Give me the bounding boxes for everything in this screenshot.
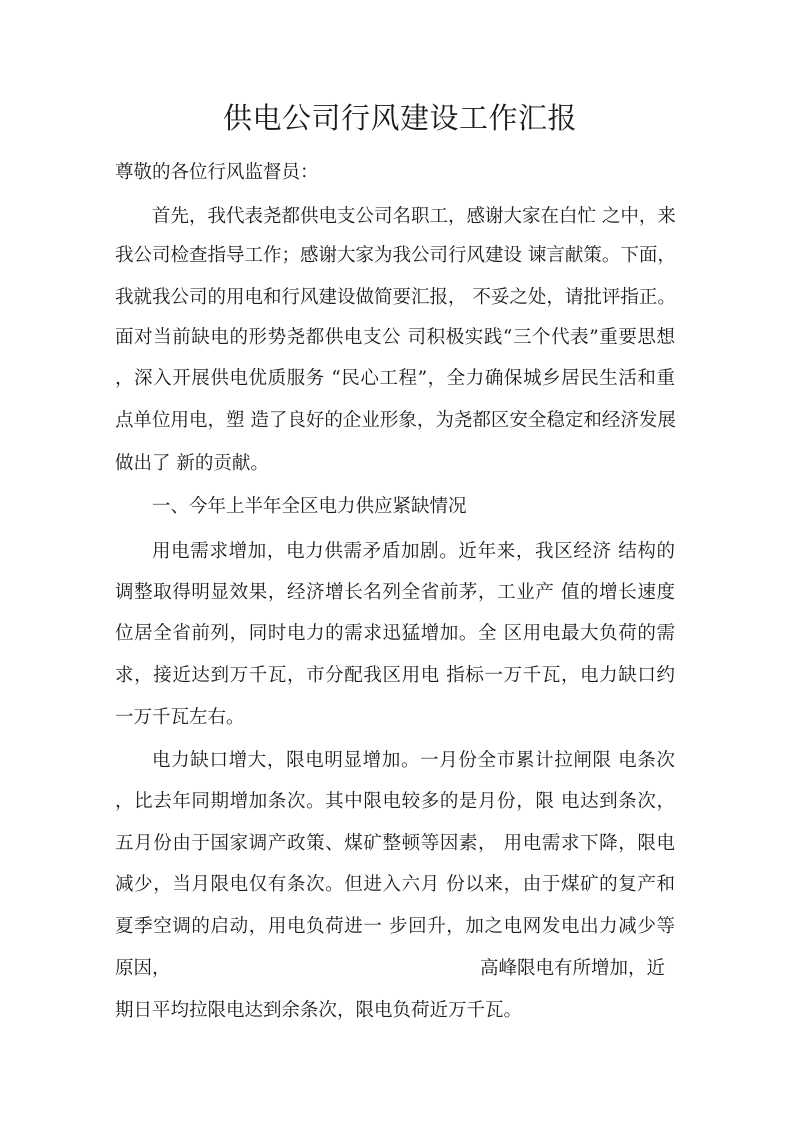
paragraph-line: 用电需求增加，电力供需矛盾加剧。近年来，我区经济 结构的 bbox=[152, 541, 675, 562]
salutation: 尊敬的各位行风监督员： bbox=[115, 162, 319, 183]
paragraph-line: 一万千瓦左右。 bbox=[115, 707, 245, 728]
paragraph-line: 调整取得明显效果，经济增长名列全省前茅，工业产 值的增长速度 bbox=[115, 582, 675, 603]
paragraph-line: ，深入开展供电优质服务 “民心工程”，全力确保城乡居民生活和重 bbox=[115, 368, 675, 389]
paragraph-line: 我就我公司的用电和行风建设做简要汇报， 不妥之处，请批评指正。 bbox=[115, 287, 676, 308]
paragraph-line: 电力缺口增大，限电明显增加。一月份全市累计拉闸限 电条次 bbox=[152, 750, 675, 771]
paragraph-line: 点单位用电，塑 造了良好的企业形象，为尧都区安全稳定和经济发展 bbox=[115, 410, 676, 431]
paragraph-line: 原因， bbox=[115, 958, 171, 979]
paragraph-line: 五月份由于国家调产政策、煤矿整顿等因素， 用电需求下降，限电 bbox=[115, 833, 675, 854]
paragraph-line: 首先，我代表尧都供电支公司名职工，感谢大家在白忙 之中，来 bbox=[152, 206, 676, 227]
section-heading: 一、今年上半年全区电力供应紧缺情况 bbox=[152, 496, 467, 517]
paragraph-line: ，比去年同期增加条次。其中限电较多的是月份，限 电达到条次， bbox=[115, 791, 675, 812]
document-title: 供电公司行风建设工作汇报 bbox=[222, 101, 577, 135]
paragraph-line: 位居全省前列，同时电力的需求迅猛增加。全 区用电最大负荷的需 bbox=[115, 623, 675, 644]
paragraph-line: 期日平均拉限电达到余条次，限电负荷近万千瓦。 bbox=[115, 1000, 523, 1021]
paragraph-line-continuation: 高峰限电有所增加，近 bbox=[480, 958, 666, 979]
paragraph-line: 求，接近达到万千瓦，市分配我区用电 指标一万千瓦，电力缺口约 bbox=[115, 665, 675, 686]
paragraph-line: 我公司检查指导工作；感谢大家为我公司行风建设 谏言献策。下面， bbox=[115, 245, 676, 266]
paragraph-line: 做出了 新的贡献。 bbox=[115, 453, 269, 474]
paragraph-line: 减少，当月限电仅有条次。但进入六月 份以来，由于煤矿的复产和 bbox=[115, 874, 675, 895]
paragraph-line: 面对当前缺电的形势尧都供电支公 司积极实践“三个代表”重要思想 bbox=[115, 327, 675, 348]
paragraph-line: 夏季空调的启动，用电负荷进一 步回升，加之电网发电出力减少等 bbox=[115, 916, 675, 937]
